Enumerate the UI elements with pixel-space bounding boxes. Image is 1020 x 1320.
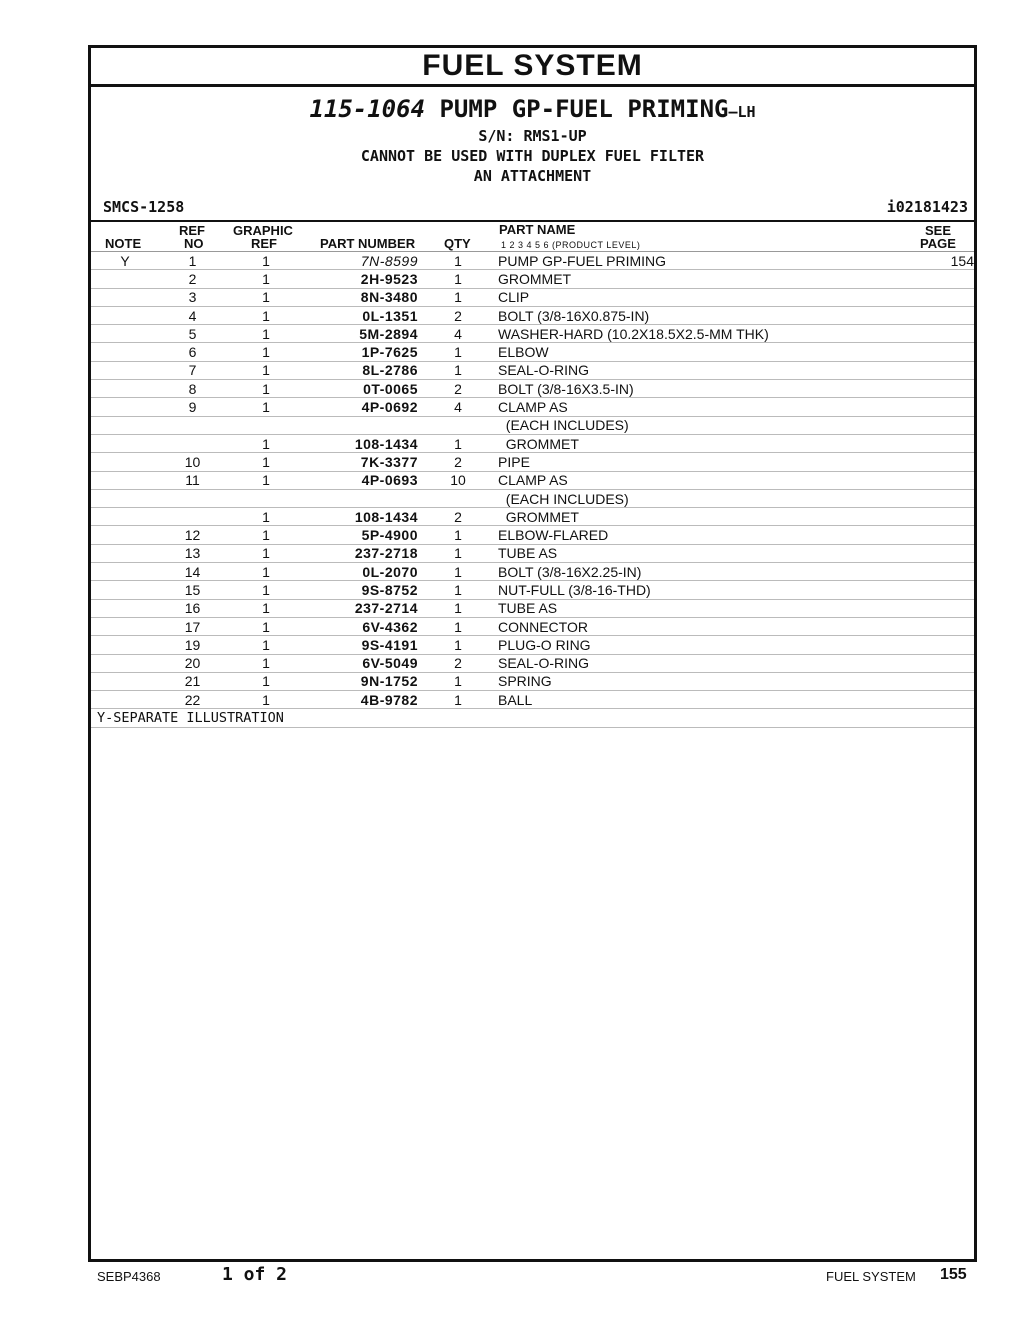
illustration-id: i02181423 xyxy=(886,198,968,216)
see-page-cell xyxy=(884,361,974,379)
ref-no-cell: 2 xyxy=(159,270,226,288)
see-page-cell xyxy=(884,691,974,709)
table-row xyxy=(91,288,974,306)
note-cell xyxy=(91,380,159,398)
part-name-cell: BOLT (3/8-16X2.25-IN) xyxy=(498,563,884,581)
ref-no-cell xyxy=(159,434,226,452)
legend-note: Y-SEPARATE ILLUSTRATION xyxy=(91,709,974,728)
part-name-cell: TUBE AS xyxy=(498,599,884,617)
table-row xyxy=(91,563,974,581)
col-graphic-bottom: REF xyxy=(251,236,277,251)
qty-cell: 1 xyxy=(418,636,498,654)
col-part-number: PART NUMBER xyxy=(320,236,416,251)
qty-cell: 1 xyxy=(418,434,498,452)
part-number-cell: 0T-0065 xyxy=(306,380,418,398)
ref-no-cell: 13 xyxy=(159,544,226,562)
qty-cell: 1 xyxy=(418,691,498,709)
ref-no-cell xyxy=(159,508,226,526)
qty-cell: 1 xyxy=(418,288,498,306)
note-cell xyxy=(91,325,159,343)
see-page-cell xyxy=(884,288,974,306)
ref-no-cell: 10 xyxy=(159,453,226,471)
see-page-cell xyxy=(884,563,974,581)
part-number-cell: 4P-0693 xyxy=(306,471,418,489)
table-row xyxy=(91,526,974,544)
ref-no-cell: 6 xyxy=(159,343,226,361)
part-number-cell: 237-2718 xyxy=(306,544,418,562)
qty-cell xyxy=(418,416,498,434)
graphic-ref-cell: 1 xyxy=(226,636,306,654)
qty-cell: 1 xyxy=(418,544,498,562)
ref-no-cell: 20 xyxy=(159,654,226,672)
see-page-cell xyxy=(884,526,974,544)
graphic-ref-cell: 1 xyxy=(226,252,306,270)
qty-cell: 1 xyxy=(418,270,498,288)
note-cell xyxy=(91,361,159,379)
graphic-ref-cell: 1 xyxy=(226,398,306,416)
part-name-cell: PLUG-O RING xyxy=(498,636,884,654)
graphic-ref-cell xyxy=(226,416,306,434)
note-cell xyxy=(91,599,159,617)
ref-no-cell: 22 xyxy=(159,691,226,709)
table-row xyxy=(91,654,974,672)
note-cell xyxy=(91,434,159,452)
part-name-cell: SEAL-O-RING xyxy=(498,654,884,672)
qty-cell: 10 xyxy=(418,471,498,489)
graphic-ref-cell: 1 xyxy=(226,691,306,709)
col-see-bottom: PAGE xyxy=(920,236,956,251)
table-row xyxy=(91,434,974,452)
see-page-cell xyxy=(884,489,974,507)
part-number-cell: 0L-2070 xyxy=(306,563,418,581)
qty-cell: 2 xyxy=(418,306,498,324)
table-row xyxy=(91,617,974,635)
part-name-cell: PUMP GP-FUEL PRIMING xyxy=(498,252,884,270)
qty-cell: 4 xyxy=(418,398,498,416)
graphic-ref-cell: 1 xyxy=(226,380,306,398)
note-cell xyxy=(91,672,159,690)
part-number-cell: 2H-9523 xyxy=(306,270,418,288)
part-number-cell: 8L-2786 xyxy=(306,361,418,379)
qty-cell: 1 xyxy=(418,581,498,599)
qty-cell: 1 xyxy=(418,361,498,379)
graphic-ref-cell: 1 xyxy=(226,672,306,690)
qty-cell: 1 xyxy=(418,672,498,690)
graphic-ref-cell xyxy=(226,489,306,507)
note-cell xyxy=(91,398,159,416)
ref-no-cell: 7 xyxy=(159,361,226,379)
qty-cell: 2 xyxy=(418,654,498,672)
part-number-cell: 0L-1351 xyxy=(306,306,418,324)
qty-cell: 1 xyxy=(418,617,498,635)
part-name-cell: GROMMET xyxy=(498,270,884,288)
see-page-cell xyxy=(884,325,974,343)
note-cell: Y xyxy=(91,252,159,270)
graphic-ref-cell: 1 xyxy=(226,343,306,361)
main-title xyxy=(91,92,974,126)
ref-no-cell: 9 xyxy=(159,398,226,416)
part-name-cell: CLAMP AS xyxy=(498,398,884,416)
note-cell xyxy=(91,453,159,471)
page-frame xyxy=(88,45,977,1262)
table-row xyxy=(91,581,974,599)
part-number-cell: 4P-0692 xyxy=(306,398,418,416)
table-row xyxy=(91,325,974,343)
table-row xyxy=(91,252,974,270)
qty-cell: 4 xyxy=(418,325,498,343)
ref-no-cell: 15 xyxy=(159,581,226,599)
note-cell xyxy=(91,581,159,599)
note-cell xyxy=(91,489,159,507)
part-number-cell: 7K-3377 xyxy=(306,453,418,471)
see-page-cell xyxy=(884,453,974,471)
note-cell xyxy=(91,416,159,434)
part-name-cell: GROMMET xyxy=(498,508,884,526)
col-graphic-top: GRAPHIC xyxy=(233,223,293,238)
part-name-cell: BOLT (3/8-16X3.5-IN) xyxy=(498,380,884,398)
table-row xyxy=(91,343,974,361)
qty-cell: 2 xyxy=(418,380,498,398)
table-row xyxy=(91,691,974,709)
part-name-cell: BOLT (3/8-16X0.875-IN) xyxy=(498,306,884,324)
see-page-cell xyxy=(884,581,974,599)
part-name-cell: SEAL-O-RING xyxy=(498,361,884,379)
note-cell xyxy=(91,563,159,581)
part-name-cell: (EACH INCLUDES) xyxy=(498,489,884,507)
part-name-cell: PIPE xyxy=(498,453,884,471)
serial-number: S/N: RMS1-UP xyxy=(478,127,587,145)
part-name-cell: BALL xyxy=(498,691,884,709)
ref-no-cell: 3 xyxy=(159,288,226,306)
graphic-ref-cell: 1 xyxy=(226,288,306,306)
usage-note-line1: CANNOT BE USED WITH DUPLEX FUEL FILTER xyxy=(360,147,705,165)
part-number-cell: 9S-8752 xyxy=(306,581,418,599)
graphic-ref-cell: 1 xyxy=(226,325,306,343)
note-cell xyxy=(91,544,159,562)
column-headers xyxy=(91,222,974,252)
graphic-ref-cell: 1 xyxy=(226,508,306,526)
part-number-cell: 108-1434 xyxy=(306,434,418,452)
note-cell xyxy=(91,288,159,306)
see-page-cell xyxy=(884,434,974,452)
qty-cell: 1 xyxy=(418,526,498,544)
footer-section: FUEL SYSTEM xyxy=(826,1269,916,1284)
qty-cell: 1 xyxy=(418,252,498,270)
document-id: SEBP4368 xyxy=(97,1269,161,1284)
part-number-cell: 9N-1752 xyxy=(306,672,418,690)
part-number-cell: 9S-4191 xyxy=(306,636,418,654)
note-cell xyxy=(91,471,159,489)
see-page-cell xyxy=(884,672,974,690)
note-cell xyxy=(91,654,159,672)
ref-no-cell: 21 xyxy=(159,672,226,690)
col-product-levels: 1 2 3 4 5 6 (PRODUCT LEVEL) xyxy=(501,240,641,250)
ref-no-cell: 4 xyxy=(159,306,226,324)
graphic-ref-cell: 1 xyxy=(226,581,306,599)
part-name-cell: CLAMP AS xyxy=(498,471,884,489)
col-ref-top: REF xyxy=(179,223,205,238)
parts-header xyxy=(91,92,974,222)
page-footer xyxy=(0,1262,1020,1292)
parts-table xyxy=(91,252,974,709)
part-name-cell: WASHER-HARD (10.2X18.5X2.5-MM THK) xyxy=(498,325,884,343)
see-page-cell xyxy=(884,599,974,617)
table-row xyxy=(91,416,974,434)
note-cell xyxy=(91,270,159,288)
see-page-cell xyxy=(884,306,974,324)
see-page-cell xyxy=(884,380,974,398)
graphic-ref-cell: 1 xyxy=(226,361,306,379)
usage-note-line2: AN ATTACHMENT xyxy=(473,167,592,185)
ref-no-cell: 14 xyxy=(159,563,226,581)
ref-no-cell xyxy=(159,489,226,507)
table-row xyxy=(91,380,974,398)
table-row xyxy=(91,489,974,507)
section-title: FUEL SYSTEM xyxy=(91,48,974,87)
part-name-cell: NUT-FULL (3/8-16-THD) xyxy=(498,581,884,599)
note-cell xyxy=(91,306,159,324)
part-number-cell xyxy=(306,416,418,434)
table-row xyxy=(91,270,974,288)
ref-no-cell: 5 xyxy=(159,325,226,343)
group-suffix: —LH xyxy=(728,103,756,121)
part-number-cell: 6V-5049 xyxy=(306,654,418,672)
ref-no-cell xyxy=(159,416,226,434)
qty-cell: 1 xyxy=(418,563,498,581)
see-page-cell: 154 xyxy=(884,252,974,270)
part-name-cell: CLIP xyxy=(498,288,884,306)
graphic-ref-cell: 1 xyxy=(226,617,306,635)
table-row xyxy=(91,398,974,416)
part-number-cell xyxy=(306,489,418,507)
col-qty: QTY xyxy=(444,236,471,251)
qty-cell xyxy=(418,489,498,507)
see-page-cell xyxy=(884,544,974,562)
note-cell xyxy=(91,508,159,526)
part-name-cell: ELBOW-FLARED xyxy=(498,526,884,544)
col-part-name: PART NAME xyxy=(499,222,576,237)
table-row xyxy=(91,672,974,690)
see-page-cell xyxy=(884,398,974,416)
note-cell xyxy=(91,691,159,709)
table-row xyxy=(91,361,974,379)
ref-no-cell: 17 xyxy=(159,617,226,635)
graphic-ref-cell: 1 xyxy=(226,599,306,617)
see-page-cell xyxy=(884,617,974,635)
ref-no-cell: 11 xyxy=(159,471,226,489)
note-cell xyxy=(91,343,159,361)
table-row xyxy=(91,471,974,489)
part-name-cell: GROMMET xyxy=(498,434,884,452)
table-row xyxy=(91,599,974,617)
see-page-cell xyxy=(884,636,974,654)
see-page-cell xyxy=(884,508,974,526)
ref-no-cell: 12 xyxy=(159,526,226,544)
part-number-cell: 5M-2894 xyxy=(306,325,418,343)
page-number: 155 xyxy=(940,1266,967,1283)
see-page-cell xyxy=(884,416,974,434)
qty-cell: 2 xyxy=(418,453,498,471)
col-note: NOTE xyxy=(105,236,142,251)
qty-cell: 1 xyxy=(418,599,498,617)
graphic-ref-cell: 1 xyxy=(226,434,306,452)
part-number-cell: 4B-9782 xyxy=(306,691,418,709)
part-number-cell: 5P-4900 xyxy=(306,526,418,544)
see-page-cell xyxy=(884,270,974,288)
group-part-number: 115-1064 xyxy=(309,95,426,123)
page-count: 1 of 2 xyxy=(222,1264,288,1285)
part-name-cell: TUBE AS xyxy=(498,544,884,562)
part-number-cell: 8N-3480 xyxy=(306,288,418,306)
note-cell xyxy=(91,526,159,544)
qty-cell: 1 xyxy=(418,343,498,361)
graphic-ref-cell: 1 xyxy=(226,453,306,471)
see-page-cell xyxy=(884,343,974,361)
ref-no-cell: 1 xyxy=(159,252,226,270)
part-name-cell: SPRING xyxy=(498,672,884,690)
qty-cell: 2 xyxy=(418,508,498,526)
note-cell xyxy=(91,617,159,635)
part-number-cell: 108-1434 xyxy=(306,508,418,526)
ref-no-cell: 19 xyxy=(159,636,226,654)
table-row xyxy=(91,453,974,471)
see-page-cell xyxy=(884,654,974,672)
ref-no-cell: 8 xyxy=(159,380,226,398)
graphic-ref-cell: 1 xyxy=(226,654,306,672)
part-number-cell: 6V-4362 xyxy=(306,617,418,635)
graphic-ref-cell: 1 xyxy=(226,563,306,581)
group-part-name: PUMP GP-FUEL PRIMING xyxy=(439,95,729,123)
graphic-ref-cell: 1 xyxy=(226,306,306,324)
col-see-top: SEE xyxy=(925,223,952,238)
part-number-cell: 237-2714 xyxy=(306,599,418,617)
graphic-ref-cell: 1 xyxy=(226,526,306,544)
smcs-code: SMCS-1258 xyxy=(103,198,185,216)
see-page-cell xyxy=(884,471,974,489)
part-name-cell: (EACH INCLUDES) xyxy=(498,416,884,434)
ref-no-cell: 16 xyxy=(159,599,226,617)
table-row xyxy=(91,544,974,562)
part-number-cell: 1P-7625 xyxy=(306,343,418,361)
graphic-ref-cell: 1 xyxy=(226,270,306,288)
graphic-ref-cell: 1 xyxy=(226,471,306,489)
table-row xyxy=(91,636,974,654)
table-row xyxy=(91,306,974,324)
col-ref-bottom: NO xyxy=(184,236,204,251)
part-name-cell: CONNECTOR xyxy=(498,617,884,635)
part-name-cell: ELBOW xyxy=(498,343,884,361)
note-cell xyxy=(91,636,159,654)
part-number-cell: 7N-8599 xyxy=(306,252,418,270)
table-row xyxy=(91,508,974,526)
graphic-ref-cell: 1 xyxy=(226,544,306,562)
